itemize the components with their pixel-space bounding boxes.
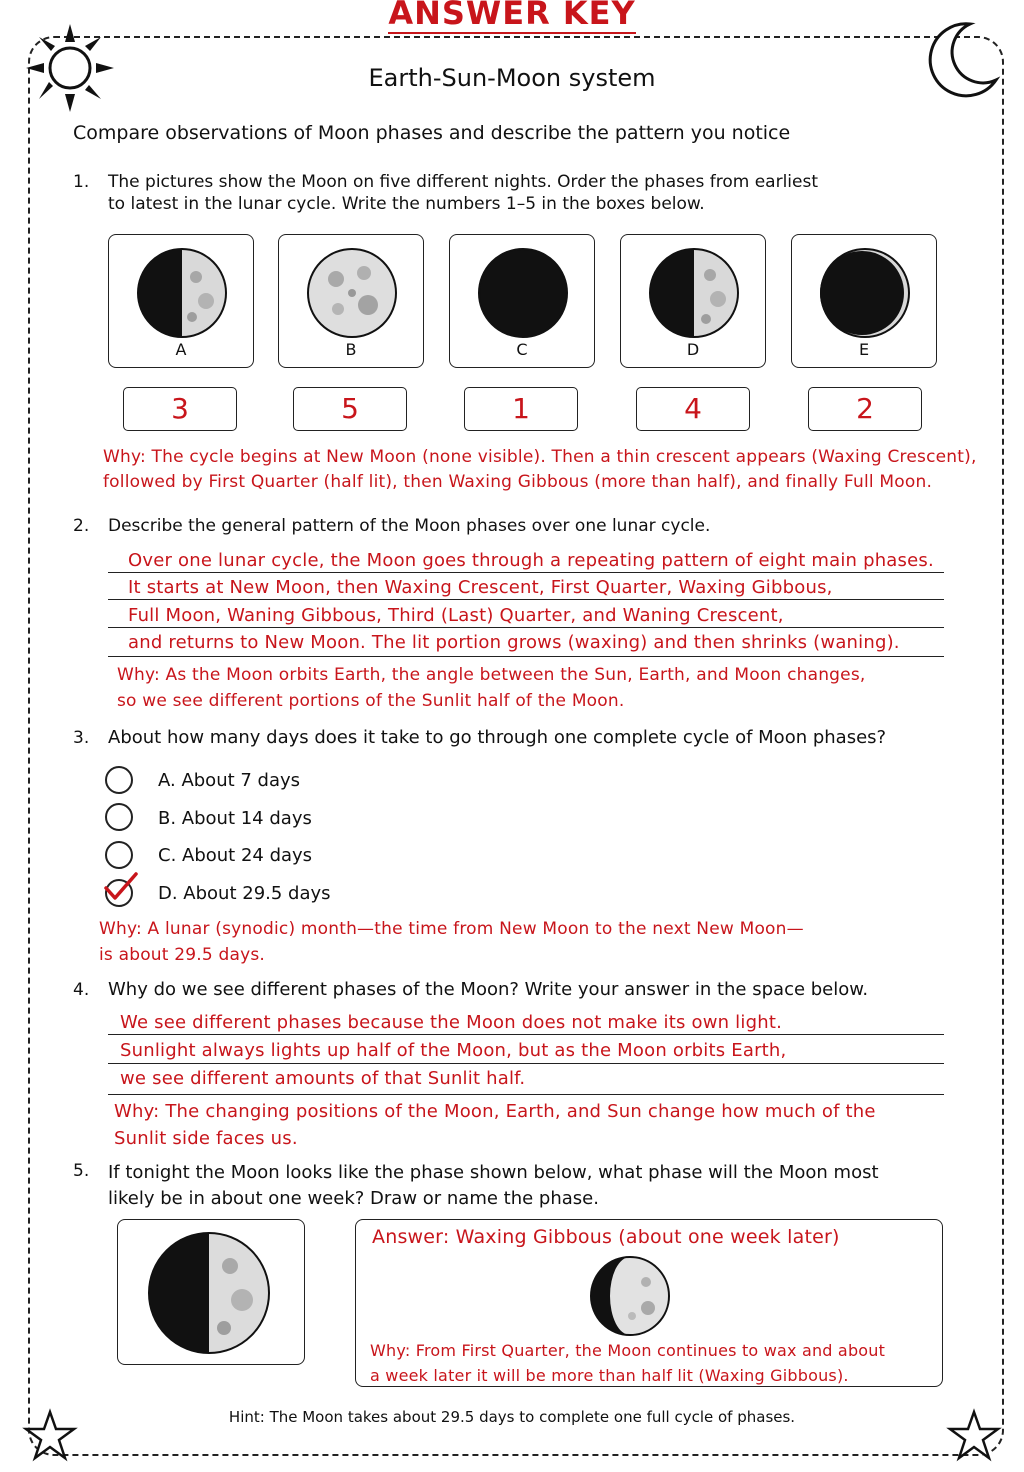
explanation <box>103 445 977 495</box>
hint-text: Hint: The Moon takes about 29.5 days to complete one full cycle of phases. <box>228 1408 796 1426</box>
explanation <box>99 916 804 968</box>
answer-box <box>355 1219 943 1387</box>
full-moon-icon <box>306 247 398 339</box>
option-label: D. About 29.5 days <box>158 883 331 904</box>
explanation <box>117 662 866 714</box>
explanation-line: Why: As the Moon orbits Earth, the angle between the Sun, Earth, and Moon changes, <box>117 665 866 685</box>
phase-card-d <box>620 234 766 368</box>
question-number: 4. <box>73 980 90 1000</box>
first-quarter-moon-icon <box>648 247 740 339</box>
option-label: C. About 24 days <box>158 845 313 866</box>
order-answer-box[interactable]: 2 <box>808 387 922 431</box>
question-text <box>108 1160 879 1212</box>
question-text: Why do we see different phases of the Moon? Write your answer in the space below. <box>108 979 869 1000</box>
checkmark-icon <box>100 870 140 906</box>
radio-option-b[interactable] <box>105 803 133 831</box>
answer-text: Answer: Waxing Gibbous (about one week later) <box>372 1226 840 1248</box>
answer-line: Sunlight always lights up half of the Moon, but as the Moon orbits Earth, <box>120 1040 787 1061</box>
order-answer-box[interactable]: 5 <box>293 387 407 431</box>
waxing-gibbous-moon-icon <box>588 1254 672 1338</box>
explanation-line: is about 29.5 days. <box>99 945 266 965</box>
question-number: 5. <box>73 1161 90 1181</box>
first-quarter-moon-icon <box>136 247 228 339</box>
explanation-line: Why: From First Quarter, the Moon continues to wax and about <box>370 1341 886 1360</box>
order-answer-box[interactable]: 4 <box>636 387 750 431</box>
answer-line: we see different amounts of that Sunlit half. <box>120 1068 526 1089</box>
question-text-line: to latest in the lunar cycle. Write the numbers 1–5 in the boxes below. <box>108 194 705 214</box>
option-label: B. About 14 days <box>158 808 312 829</box>
writing-line <box>108 1063 944 1064</box>
explanation-line: Why: The changing positions of the Moon, Earth, and Sun change how much of the <box>114 1101 876 1122</box>
answer-key-heading: ANSWER KEY <box>388 0 636 32</box>
writing-line <box>108 656 944 657</box>
phase-letter: B <box>345 340 357 359</box>
explanation-line: followed by First Quarter (half lit), then Waxing Gibbous (more than half), and finally Full Moon. <box>103 472 933 492</box>
waxing-crescent-moon-icon <box>819 247 911 339</box>
phase-letter: A <box>175 340 187 359</box>
explanation-line: a week later it will be more than half lit (Waxing Gibbous). <box>370 1366 849 1385</box>
radio-option-c[interactable] <box>105 841 133 869</box>
answer-key-underline <box>388 32 636 34</box>
first-quarter-moon-icon <box>146 1230 272 1356</box>
phase-card-e <box>791 234 937 368</box>
order-answer-box[interactable]: 3 <box>123 387 237 431</box>
radio-option-a[interactable] <box>105 766 133 794</box>
order-answer-box[interactable]: 1 <box>464 387 578 431</box>
explanation <box>114 1098 876 1152</box>
explanation-line: Why: The cycle begins at New Moon (none visible). Then a thin crescent appears (Waxing Crescent), <box>103 447 977 467</box>
explanation-line: Why: A lunar (synodic) month—the time from New Moon to the next New Moon— <box>99 919 804 939</box>
page-subtitle: Compare observations of Moon phases and describe the pattern you notice <box>73 122 791 144</box>
phase-card-c <box>449 234 595 368</box>
option-label: A. About 7 days <box>158 770 301 791</box>
question-number: 3. <box>73 728 90 748</box>
writing-line <box>108 627 944 628</box>
answer-line: It starts at New Moon, then Waxing Crescent, First Quarter, Waxing Gibbous, <box>128 577 833 598</box>
question-text: Describe the general pattern of the Moon phases over one lunar cycle. <box>108 516 711 536</box>
question-text-line: The pictures show the Moon on five different nights. Order the phases from earliest <box>108 172 818 192</box>
phase-letter: E <box>858 340 870 359</box>
writing-line <box>108 1094 944 1095</box>
question-number: 1. <box>73 172 90 192</box>
phase-letter: D <box>686 340 700 359</box>
writing-line <box>108 599 944 600</box>
phase-card-tonight <box>117 1219 305 1365</box>
answer-line: We see different phases because the Moon does not make its own light. <box>120 1012 782 1033</box>
question-text: About how many days does it take to go through one complete cycle of Moon phases? <box>108 727 887 748</box>
page-title: Earth-Sun-Moon system <box>368 64 656 92</box>
writing-line <box>108 572 944 573</box>
explanation-line: so we see different portions of the Sunlit half of the Moon. <box>117 691 625 711</box>
answer-line: and returns to New Moon. The lit portion grows (waxing) and then shrinks (waning). <box>128 632 900 653</box>
phase-letter: C <box>516 340 528 359</box>
question-text-line: likely be in about one week? Draw or name the phase. <box>108 1188 599 1209</box>
phase-card-a <box>108 234 254 368</box>
explanation <box>370 1338 885 1388</box>
question-text <box>108 171 818 215</box>
new-moon-icon <box>477 247 569 339</box>
question-number: 2. <box>73 516 90 536</box>
answer-line: Over one lunar cycle, the Moon goes through a repeating pattern of eight main phases. <box>128 550 934 571</box>
explanation-line: Sunlit side faces us. <box>114 1128 298 1149</box>
question-text-line: If tonight the Moon looks like the phase shown below, what phase will the Moon most <box>108 1162 879 1183</box>
writing-line <box>108 1034 944 1035</box>
phase-card-b <box>278 234 424 368</box>
answer-line: Full Moon, Waning Gibbous, Third (Last) Quarter, and Waning Crescent, <box>128 605 784 626</box>
